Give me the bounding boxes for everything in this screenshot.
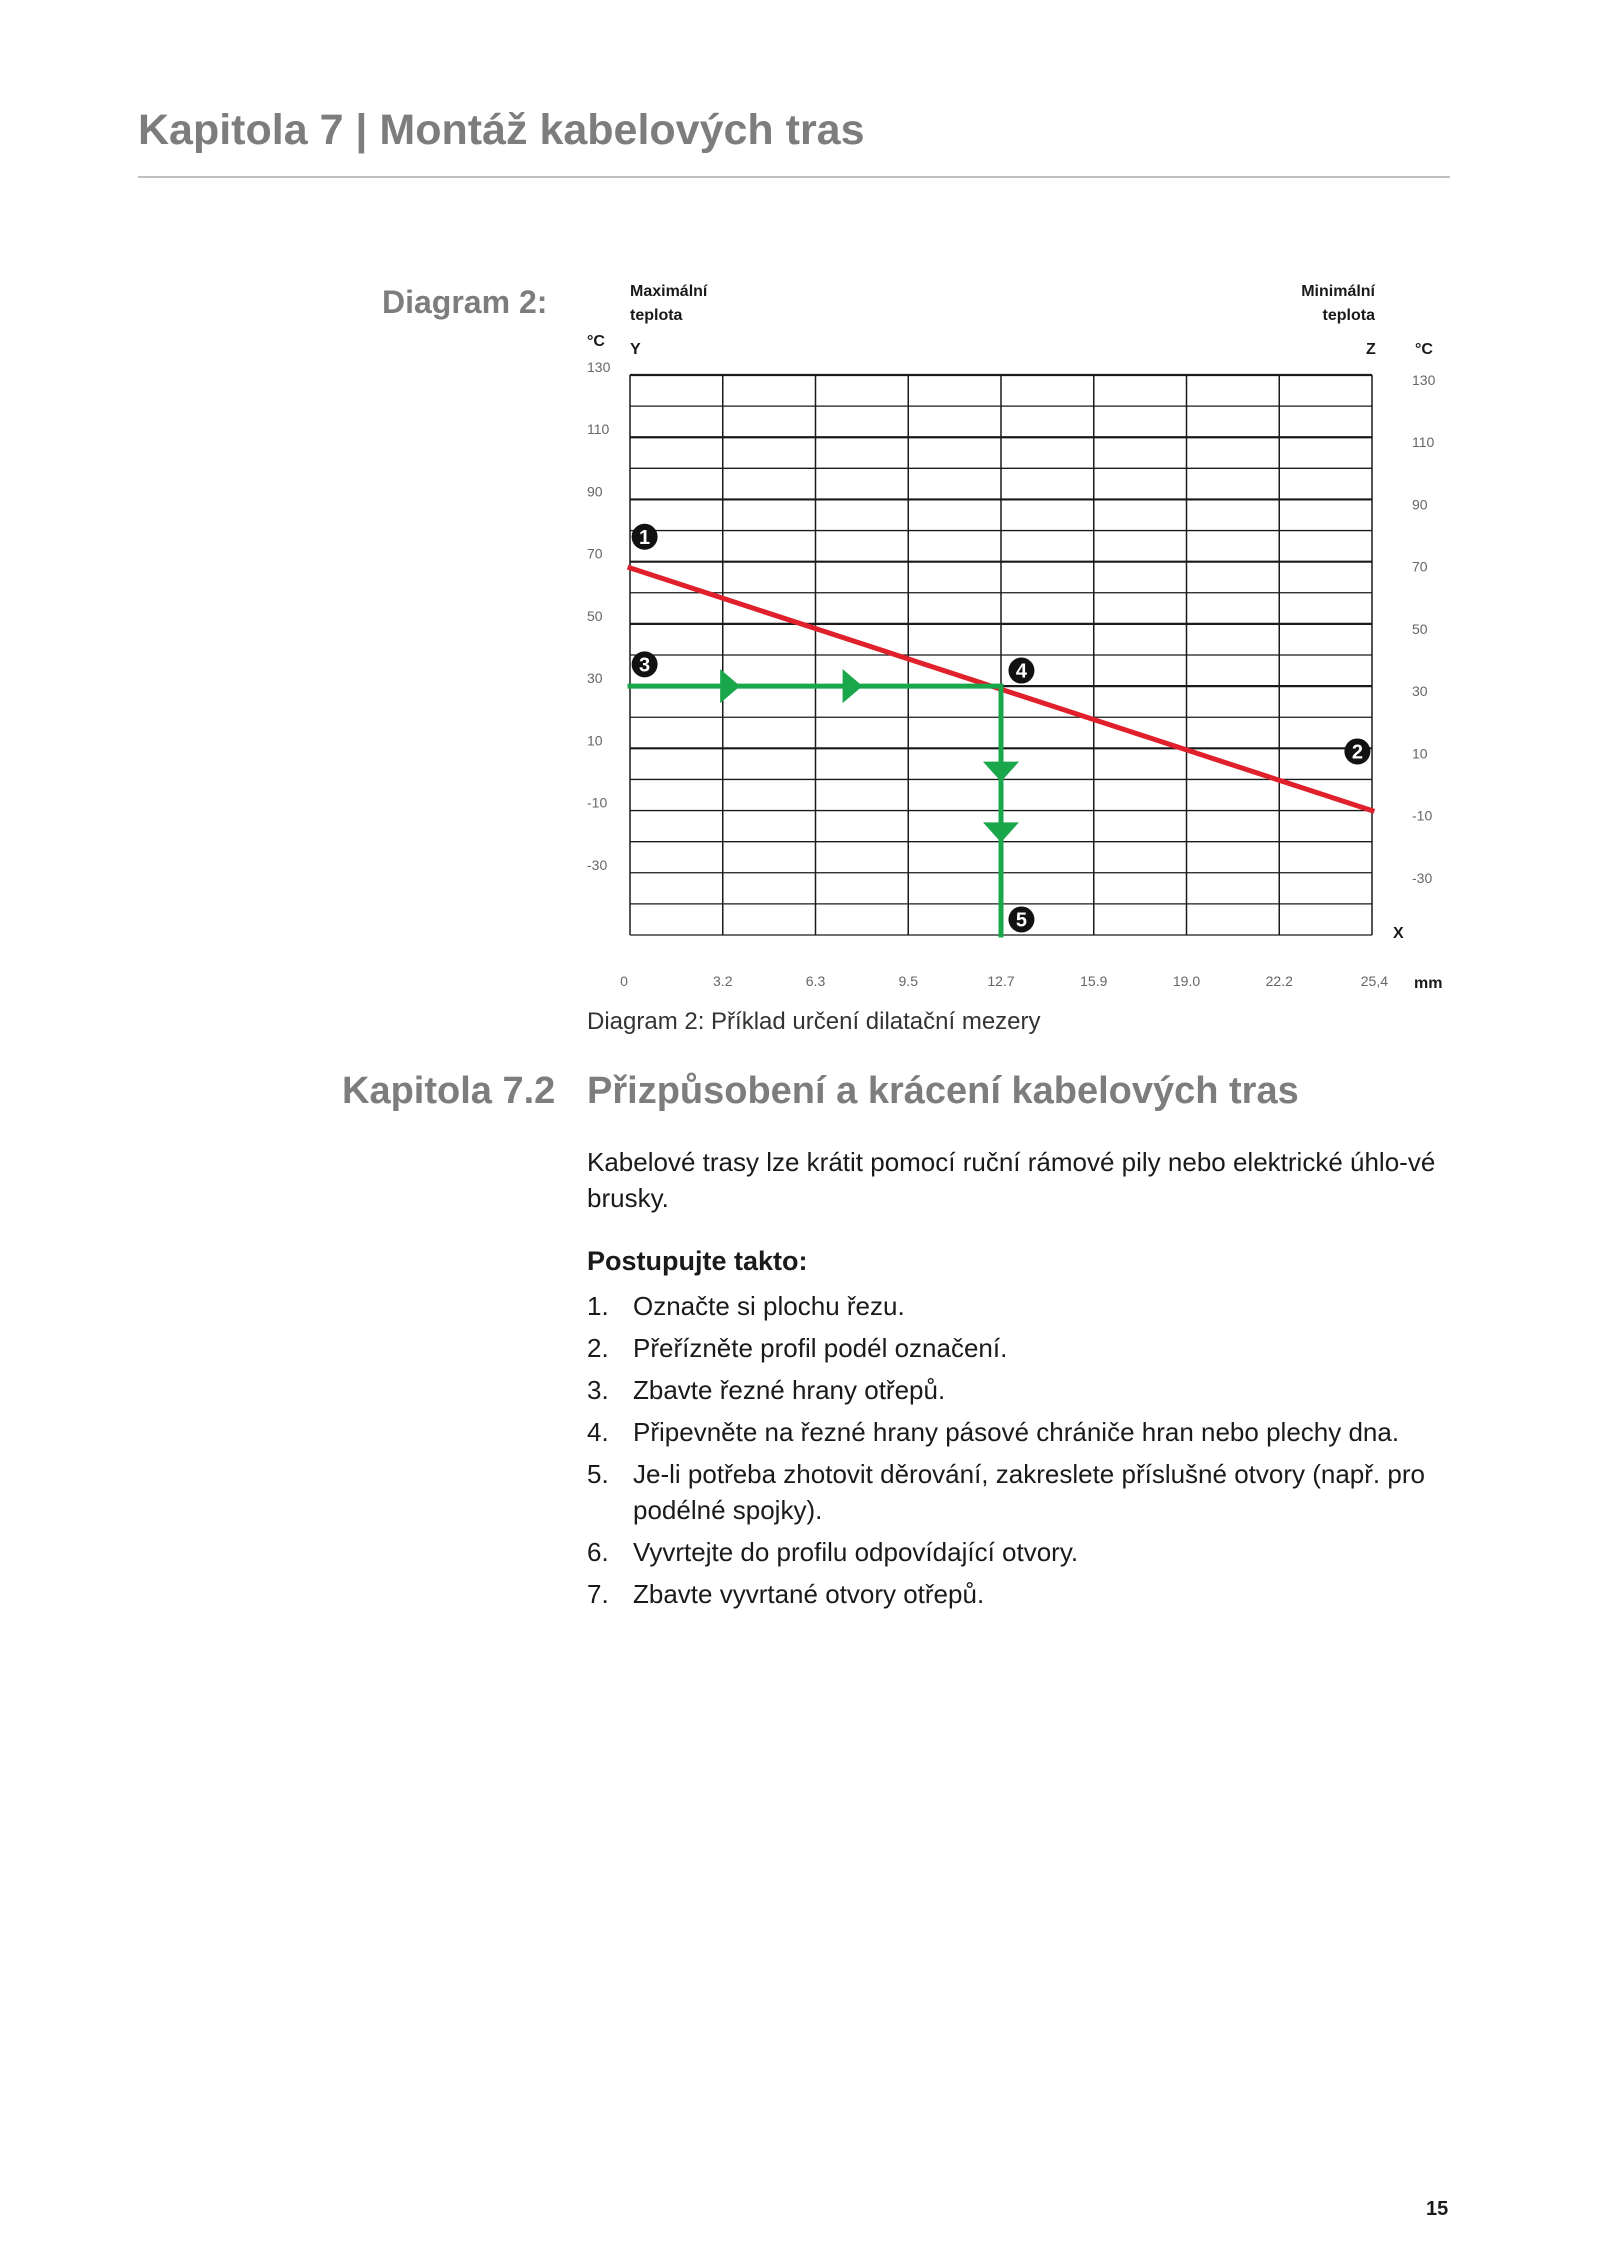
y-tick-left: 90 [587, 483, 603, 500]
x-tick: 3.2 [713, 973, 733, 989]
page-number: 15 [1426, 2198, 1449, 2220]
diagram-caption: Diagram 2: Příklad určení dilatační mezery [587, 1008, 1041, 1035]
step-text: Přeřízněte profil podél označení. [633, 1333, 1008, 1363]
step-number: 2. [587, 1333, 609, 1363]
step-item [587, 1456, 1467, 1528]
left-heading-line2: teplota [630, 307, 683, 324]
steps-heading: Postupujte takto: [587, 1246, 808, 1276]
y-tick-left: 70 [587, 545, 603, 562]
y-axis-letter: Y [630, 341, 641, 358]
step-number: 7. [587, 1579, 609, 1609]
y-tick-right: 110 [1412, 434, 1435, 451]
x-tick: 15.9 [1080, 973, 1108, 989]
left-heading-line1: Maximální [630, 283, 708, 300]
y-tick-left: 10 [587, 732, 603, 749]
y-tick-right: -30 [1412, 869, 1433, 886]
x-tick: 25,4 [1360, 973, 1388, 989]
step-item [587, 1372, 1467, 1408]
marker-label: 3 [639, 654, 651, 677]
step-number: 1. [587, 1291, 609, 1321]
step-item [587, 1330, 1467, 1366]
step-item [587, 1534, 1467, 1570]
y-tick-right: 70 [1412, 558, 1428, 575]
arrow-right-icon [843, 669, 863, 703]
chapter-title: Kapitola 7 | Montáž kabelových tras [138, 106, 865, 154]
y-tick-right: -10 [1412, 807, 1433, 824]
step-item [587, 1288, 1467, 1324]
header-rule [138, 176, 1450, 178]
y-tick-right: 50 [1412, 620, 1428, 637]
arrow-down-icon [983, 762, 1019, 782]
step-text: Označte si plochu řezu. [633, 1291, 905, 1321]
section-paragraph: Kabelové trasy lze krátit pomocí ruční rámové pily nebo elektrické úhlo-vé brusky. [587, 1147, 1436, 1213]
right-unit-label: °C [1415, 341, 1433, 358]
step-text: Je-li potřeba zhotovit děrování, zakreslete příslušné otvory (např. pro podélné spojky). [633, 1459, 1425, 1525]
step-text: Vyvrtejte do profilu odpovídající otvory. [633, 1537, 1079, 1567]
y-tick-left: 30 [587, 670, 603, 687]
x-tick: 22.2 [1265, 973, 1293, 989]
section-title: Přizpůsobení a krácení kabelových tras [587, 1070, 1299, 1112]
y-tick-left: -10 [587, 794, 608, 811]
left-unit-label: °C [587, 333, 605, 350]
marker-label: 2 [1351, 741, 1363, 764]
step-number: 5. [587, 1459, 609, 1489]
marker-label: 5 [1015, 909, 1028, 932]
y-tick-right: 30 [1412, 683, 1428, 700]
step-number: 6. [587, 1537, 609, 1567]
y-tick-right: 130 [1412, 372, 1436, 388]
x-tick: 9.5 [898, 973, 918, 989]
step-item [587, 1576, 1467, 1612]
step-text: Připevněte na řezné hrany pásové chrániče hran nebo plechy dna. [633, 1417, 1400, 1447]
y-tick-right: 90 [1412, 496, 1428, 513]
arrow-right-icon [720, 669, 740, 703]
expansion-gap-chart [560, 270, 1460, 1000]
step-number: 3. [587, 1375, 609, 1405]
step-text: Zbavte vyvrtané otvory otřepů. [633, 1579, 985, 1609]
x-tick: 19.0 [1172, 973, 1201, 989]
right-heading-line2: teplota [1322, 307, 1375, 324]
step-item [587, 1414, 1467, 1450]
section-number: Kapitola 7.2 [342, 1070, 556, 1112]
x-unit-label: mm [1414, 975, 1443, 992]
x-axis-letter: X [1393, 925, 1404, 942]
y-tick-left: -30 [587, 856, 608, 873]
step-text: Zbavte řezné hrany otřepů. [633, 1375, 946, 1405]
y-tick-left: 130 [587, 359, 611, 375]
steps-list [587, 1288, 1467, 1618]
y-tick-left: 110 [587, 421, 610, 438]
x-tick: 0 [620, 973, 628, 989]
y-tick-right: 10 [1412, 745, 1428, 762]
marker-label: 1 [639, 526, 651, 549]
z-axis-letter: Z [1366, 341, 1376, 358]
diagram-label: Diagram 2: [382, 284, 548, 320]
x-tick: 12.7 [987, 973, 1015, 989]
right-heading-line1: Minimální [1301, 283, 1375, 300]
y-tick-left: 50 [587, 607, 603, 624]
x-tick: 6.3 [805, 973, 826, 989]
step-number: 4. [587, 1417, 609, 1447]
arrow-down-icon [983, 822, 1019, 842]
marker-label: 4 [1015, 660, 1028, 683]
